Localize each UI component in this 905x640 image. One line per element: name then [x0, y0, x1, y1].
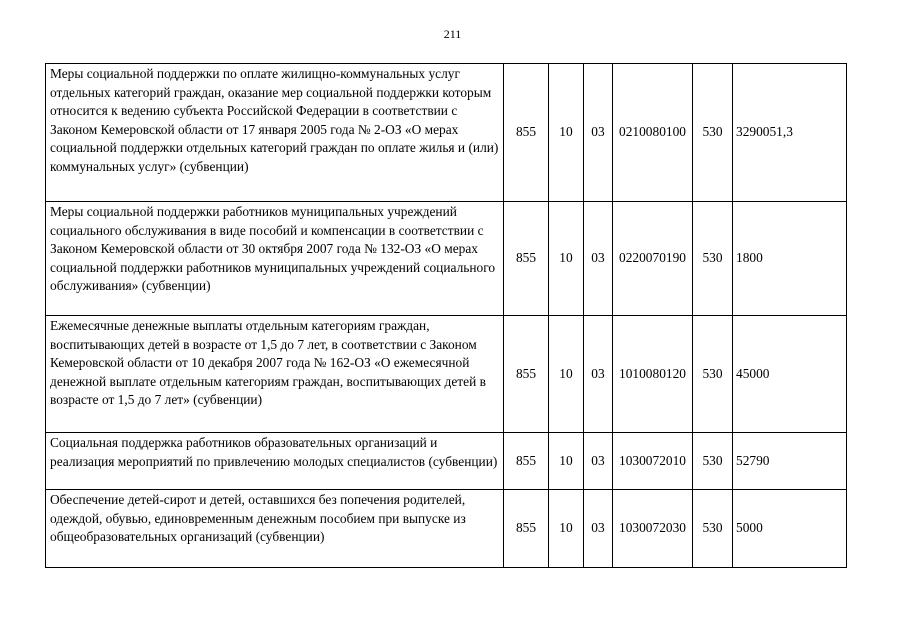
- amount: 3290051,3: [733, 64, 847, 202]
- row-description: Меры социальной поддержки по оплате жилищно-коммунальных услуг отдельных категорий граждан, оказание мер социальной поддержки которым относится к ведению субъекта Российской Федерации в соответствии с Законом Кемеровской области от 17 января 2005 года № 2-ОЗ «О мерах социальной поддержки отдельных категорий граждан по оплате жилья и (или) коммунальных услуг» (субвенции): [46, 64, 504, 202]
- expense-type-code: 530: [693, 490, 733, 568]
- target-article-code: 0220070190: [613, 202, 693, 316]
- subsection-code: 03: [584, 64, 613, 202]
- expense-type-code: 530: [693, 202, 733, 316]
- amount: 52790: [733, 433, 847, 490]
- section-code: 10: [549, 316, 584, 433]
- amount: 1800: [733, 202, 847, 316]
- table-row: [46, 490, 847, 568]
- amount: 45000: [733, 316, 847, 433]
- expense-type-code: 530: [693, 433, 733, 490]
- section-code: 10: [549, 433, 584, 490]
- page-number: 211: [443, 27, 462, 41]
- table-row: [46, 202, 847, 316]
- row-description: Ежемесячные денежные выплаты отдельным категориям граждан, воспитывающих детей в возрасте от 1,5 до 7 лет, в соответствии с Законом Кемеровской области от 10 декабря 2007 года № 162-ОЗ «О ежемесячной денежной выплате отдельным категориям граждан, воспитывающих детей в возрасте от 1,5 до 7 лет» (субвенции): [46, 316, 504, 433]
- row-description: Обеспечение детей-сирот и детей, оставшихся без попечения родителей, одеждой, обувью, единовременным денежным пособием при выпуске из общеобразовательных организаций (субвенции): [46, 490, 504, 568]
- subsection-code: 03: [584, 316, 613, 433]
- dept-code: 855: [504, 490, 549, 568]
- row-description: Меры социальной поддержки работников муниципальных учреждений социального обслуживания в виде пособий и компенсации в соответствии с Законом Кемеровской области от 30 октября 2007 года № 132-ОЗ «О мерах социальной поддержки работников муниципальных учреждений социального обслуживания» (субвенции): [46, 202, 504, 316]
- dept-code: 855: [504, 433, 549, 490]
- subsection-code: 03: [584, 202, 613, 316]
- table-row: [46, 433, 847, 490]
- subsection-code: 03: [584, 433, 613, 490]
- target-article-code: 0210080100: [613, 64, 693, 202]
- dept-code: 855: [504, 202, 549, 316]
- section-code: 10: [549, 490, 584, 568]
- section-code: 10: [549, 64, 584, 202]
- row-description: Социальная поддержка работников образовательных организаций и реализация мероприятий по привлечению молодых специалистов (субвенции): [46, 433, 504, 490]
- target-article-code: 1030072030: [613, 490, 693, 568]
- subsection-code: 03: [584, 490, 613, 568]
- target-article-code: 1030072010: [613, 433, 693, 490]
- expense-type-code: 530: [693, 64, 733, 202]
- budget-table: [45, 63, 847, 568]
- target-article-code: 1010080120: [613, 316, 693, 433]
- dept-code: 855: [504, 316, 549, 433]
- table-row: [46, 316, 847, 433]
- amount: 5000: [733, 490, 847, 568]
- table-row: [46, 64, 847, 202]
- section-code: 10: [549, 202, 584, 316]
- expense-type-code: 530: [693, 316, 733, 433]
- dept-code: 855: [504, 64, 549, 202]
